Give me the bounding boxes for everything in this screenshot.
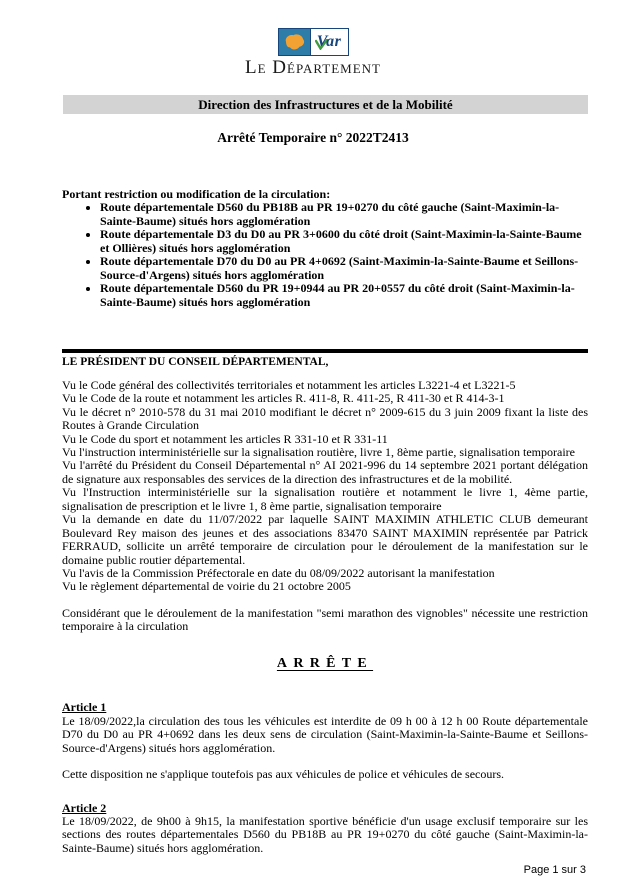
article-2 bbox=[62, 802, 588, 856]
restriction-item: • Route départementale D3 du D0 au PR 3+0600 du côté droit (Saint-Maximin-la-Sainte-Baume et Ollières) situés hors agglomération bbox=[100, 228, 588, 255]
var-department-logo bbox=[0, 0, 626, 78]
restriction-intro: Portant restriction ou modification de la circulation: bbox=[62, 187, 331, 201]
direction-banner: Direction des Infrastructures et de la Mobilité bbox=[63, 95, 588, 114]
arrete-heading bbox=[62, 656, 588, 672]
vu-clause: Vu l'arrêté du Président du Conseil Départemental n° AI 2021-996 du 14 septembre 2021 portant délégation de signature aux responsables des services de la direction des infrastructures et de la mobilité. bbox=[62, 458, 588, 486]
section-divider bbox=[62, 349, 588, 353]
arrete-heading-text: ARRÊTE bbox=[276, 655, 374, 671]
vu-clause: Vu l'instruction interministérielle sur la signalisation routière, livre 1, 8ème partie, signalisation temporaire bbox=[62, 445, 575, 459]
var-logo-mark bbox=[278, 28, 349, 56]
article-2-paragraph: Le 18/09/2022, de 9h00 à 9h15, la manifestation sportive bénéficie d'un usage exclusif temporaire sur les sections des routes départementales D560 du PB18B au PR 19+0270 du côté gauche (Saint-Maximin-la-Sainte-Baume) situés hors agglomération. bbox=[62, 813, 588, 855]
document-body bbox=[62, 188, 588, 855]
considerant-paragraph: Considérant que le déroulement de la manifestation "semi marathon des vignobles" nécessite une restriction temporaire à la circulation bbox=[62, 605, 588, 634]
var-map-icon bbox=[279, 29, 310, 55]
restriction-item: • Route départementale D560 du PR 19+0944 au PR 20+0557 du côté droit (Saint-Maximin-la-Sainte-Baume) situés hors agglomération bbox=[100, 282, 588, 309]
vu-clause: Vu l'avis de la Commission Préfectorale en date du 08/09/2022 autorisant la manifestation bbox=[62, 565, 495, 580]
article-1-paragraph: Le 18/09/2022,la circulation des tous les véhicules est interdite de 09 h 00 à 12 h 00 Route départementale D70 du D0 au PR 4+0692 dans les deux sens de circulation (Saint-Maximin-la-Sainte-Baume et Seillons-Source-d'Argens) situés hors agglomération. bbox=[62, 713, 588, 755]
vu-clause: Vu l'Instruction interministérielle sur la signalisation routière et notamment le livre 1, 4ème partie, signalisation de prescription et le livre 1, 8 ème partie, signalisation temporaire bbox=[62, 485, 588, 513]
president-heading: LE PRÉSIDENT DU CONSEIL DÉPARTEMENTAL, bbox=[62, 355, 329, 368]
page-number: Page 1 sur 3 bbox=[523, 864, 586, 876]
article-1-heading: Article 1 bbox=[62, 700, 107, 715]
logo-department-text: Le Département bbox=[245, 57, 381, 78]
restriction-item: • Route départementale D560 du PB18B au PR 19+0270 du côté gauche (Saint-Maximin-la-Sainte-Baume) situés hors agglomération bbox=[100, 201, 588, 228]
vu-clause: Vu le Code de la route et notamment les articles R. 411-8, R. 411-25, R 411-30 et R 414-3-1 bbox=[62, 391, 505, 406]
restriction-item: • Route départementale D70 du D0 au PR 4+0692 (Saint-Maximin-la-Sainte-Baume et Seillons-Source-d'Argens) situés hors agglomération bbox=[100, 255, 588, 282]
vu-clause: Vu le décret n° 2010-578 du 31 mai 2010 modifiant le décret n° 2009-615 du 3 juin 2009 fixant la liste des Routes à Grande Circulation bbox=[62, 404, 588, 433]
restriction-list bbox=[62, 201, 588, 309]
document-title: Arrêté Temporaire n° 2022T2413 bbox=[217, 130, 409, 145]
vu-clause: Vu le Code du sport et notamment les articles R 331-10 et R 331-11 bbox=[62, 431, 388, 446]
vu-clause: Vu le Code général des collectivités territoriales et notamment les articles L3221-4 et L3221-5 bbox=[62, 377, 516, 392]
vu-clauses bbox=[62, 379, 588, 594]
var-logo-text: Var bbox=[316, 33, 342, 50]
vu-clause: Vu le règlement départemental de voirie du 21 octobre 2005 bbox=[62, 579, 351, 594]
article-2-heading: Article 2 bbox=[62, 800, 107, 815]
article-1-paragraph: Cette disposition ne s'applique toutefois pas aux véhicules de police et véhicules de secours. bbox=[62, 767, 505, 782]
var-logo-wordmark bbox=[310, 29, 348, 55]
vu-clause: Vu la demande en date du 11/07/2022 par laquelle SAINT MAXIMIN ATHLETIC CLUB demeurant Boulevard Rey maison des jeunes et des associations 83470 SAINT MAXIMIN représentée par Patrick FERRAUD, sollicite un arrêté temporaire de circulation pour le déroulement de la manifestation sur le domaine public routier départemental. bbox=[62, 512, 588, 567]
article-1 bbox=[62, 701, 588, 781]
